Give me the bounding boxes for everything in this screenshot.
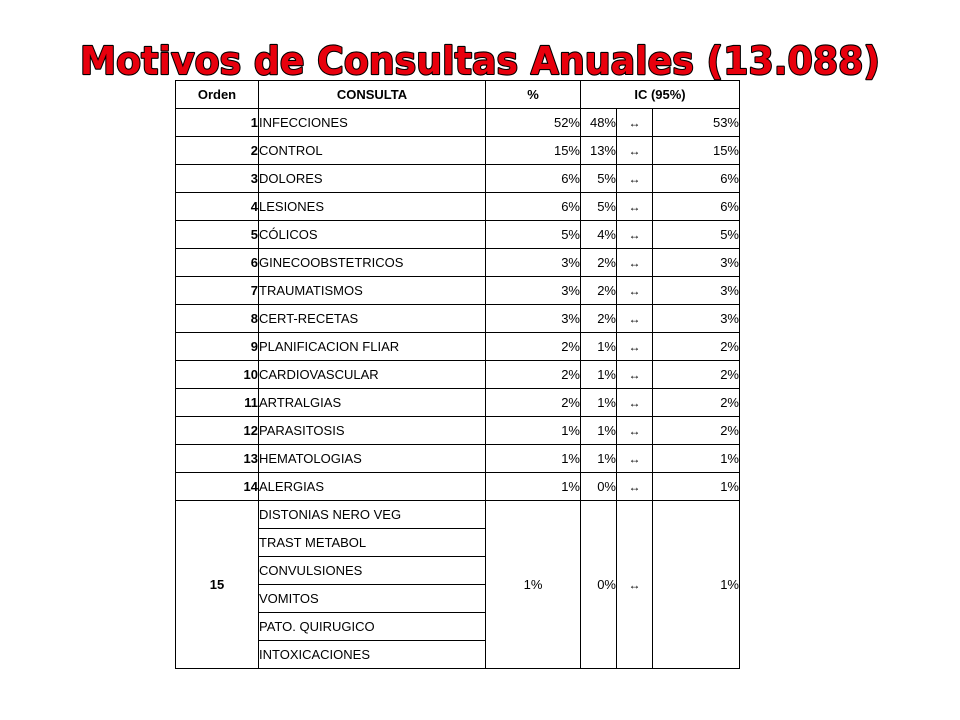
orden-cell: 15: [176, 501, 259, 669]
ic-low-cell: 0%: [581, 473, 617, 501]
range-arrow-icon: ↔: [617, 249, 653, 277]
pct-cell: 1%: [486, 473, 581, 501]
ic-low-cell: 2%: [581, 249, 617, 277]
consulta-cell: TRAST METABOL: [259, 529, 486, 557]
table-row: [176, 417, 740, 445]
orden-cell: 13: [176, 445, 259, 473]
ic-high-cell: 53%: [653, 109, 740, 137]
ic-high-cell: 3%: [653, 305, 740, 333]
orden-cell: 1: [176, 109, 259, 137]
orden-cell: 5: [176, 221, 259, 249]
ic-low-cell: 2%: [581, 305, 617, 333]
consulta-cell: GINECOOBSTETRICOS: [259, 249, 486, 277]
consultas-table: [175, 80, 740, 669]
ic-high-cell: 3%: [653, 277, 740, 305]
range-arrow-icon: ↔: [617, 445, 653, 473]
orden-cell: 6: [176, 249, 259, 277]
ic-high-cell: 1%: [653, 501, 740, 669]
ic-high-cell: 2%: [653, 417, 740, 445]
orden-cell: 9: [176, 333, 259, 361]
range-arrow-icon: ↔: [617, 501, 653, 669]
ic-low-cell: 1%: [581, 389, 617, 417]
header-pct: %: [486, 81, 581, 109]
ic-high-cell: 6%: [653, 165, 740, 193]
range-arrow-icon: ↔: [617, 165, 653, 193]
pct-cell: 2%: [486, 361, 581, 389]
range-arrow-icon: ↔: [617, 193, 653, 221]
pct-cell: 1%: [486, 501, 581, 669]
pct-cell: 3%: [486, 305, 581, 333]
ic-low-cell: 1%: [581, 445, 617, 473]
ic-high-cell: 5%: [653, 221, 740, 249]
orden-cell: 2: [176, 137, 259, 165]
table-row: [176, 249, 740, 277]
table-row: [176, 109, 740, 137]
consulta-cell: LESIONES: [259, 193, 486, 221]
range-arrow-icon: ↔: [617, 389, 653, 417]
consulta-cell: CONTROL: [259, 137, 486, 165]
ic-high-cell: 6%: [653, 193, 740, 221]
consulta-cell: CARDIOVASCULAR: [259, 361, 486, 389]
consulta-cell: ARTRALGIAS: [259, 389, 486, 417]
range-arrow-icon: ↔: [617, 277, 653, 305]
consulta-cell: PLANIFICACION FLIAR: [259, 333, 486, 361]
pct-cell: 3%: [486, 249, 581, 277]
pct-cell: 3%: [486, 277, 581, 305]
range-arrow-icon: ↔: [617, 361, 653, 389]
consulta-cell: CONVULSIONES: [259, 557, 486, 585]
consulta-cell: DOLORES: [259, 165, 486, 193]
pct-cell: 6%: [486, 165, 581, 193]
header-orden: Orden: [176, 81, 259, 109]
ic-low-cell: 5%: [581, 193, 617, 221]
orden-cell: 14: [176, 473, 259, 501]
range-arrow-icon: ↔: [617, 333, 653, 361]
pct-cell: 2%: [486, 333, 581, 361]
pct-cell: 5%: [486, 221, 581, 249]
consulta-cell: TRAUMATISMOS: [259, 277, 486, 305]
header-ic: IC (95%): [581, 81, 740, 109]
ic-high-cell: 1%: [653, 445, 740, 473]
ic-high-cell: 2%: [653, 361, 740, 389]
range-arrow-icon: ↔: [617, 221, 653, 249]
consulta-cell: INFECCIONES: [259, 109, 486, 137]
consulta-cell: INTOXICACIONES: [259, 641, 486, 669]
orden-cell: 10: [176, 361, 259, 389]
table-row: [176, 137, 740, 165]
table-row: [176, 165, 740, 193]
consulta-cell: VOMITOS: [259, 585, 486, 613]
ic-high-cell: 1%: [653, 473, 740, 501]
orden-cell: 3: [176, 165, 259, 193]
ic-low-cell: 13%: [581, 137, 617, 165]
table-row: [176, 305, 740, 333]
consulta-cell: PARASITOSIS: [259, 417, 486, 445]
ic-low-cell: 1%: [581, 333, 617, 361]
orden-cell: 8: [176, 305, 259, 333]
consulta-cell: HEMATOLOGIAS: [259, 445, 486, 473]
range-arrow-icon: ↔: [617, 305, 653, 333]
ic-low-cell: 5%: [581, 165, 617, 193]
orden-cell: 11: [176, 389, 259, 417]
table-row: [176, 445, 740, 473]
table-row: [176, 221, 740, 249]
pct-cell: 6%: [486, 193, 581, 221]
orden-cell: 7: [176, 277, 259, 305]
orden-cell: 4: [176, 193, 259, 221]
range-arrow-icon: ↔: [617, 137, 653, 165]
ic-high-cell: 2%: [653, 389, 740, 417]
header-consulta: CONSULTA: [259, 81, 486, 109]
ic-low-cell: 4%: [581, 221, 617, 249]
table-row: [176, 193, 740, 221]
consulta-cell: CERT-RECETAS: [259, 305, 486, 333]
consulta-cell: CÓLICOS: [259, 221, 486, 249]
consulta-cell: DISTONIAS NERO VEG: [259, 501, 486, 529]
range-arrow-icon: ↔: [617, 473, 653, 501]
ic-high-cell: 15%: [653, 137, 740, 165]
table-row: [176, 389, 740, 417]
ic-low-cell: 48%: [581, 109, 617, 137]
ic-high-cell: 3%: [653, 249, 740, 277]
pct-cell: 1%: [486, 417, 581, 445]
ic-low-cell: 0%: [581, 501, 617, 669]
ic-low-cell: 1%: [581, 361, 617, 389]
table-header-row: [176, 81, 740, 109]
ic-high-cell: 2%: [653, 333, 740, 361]
consulta-cell: ALERGIAS: [259, 473, 486, 501]
ic-low-cell: 2%: [581, 277, 617, 305]
consulta-cell: PATO. QUIRUGICO: [259, 613, 486, 641]
pct-cell: 15%: [486, 137, 581, 165]
pct-cell: 52%: [486, 109, 581, 137]
table-row: [176, 501, 740, 529]
orden-cell: 12: [176, 417, 259, 445]
pct-cell: 2%: [486, 389, 581, 417]
table-row: [176, 361, 740, 389]
range-arrow-icon: ↔: [617, 417, 653, 445]
pct-cell: 1%: [486, 445, 581, 473]
table-row: [176, 277, 740, 305]
page-title: Motivos de Consultas Anuales (13.088): [80, 39, 880, 83]
table-row: [176, 333, 740, 361]
range-arrow-icon: ↔: [617, 109, 653, 137]
ic-low-cell: 1%: [581, 417, 617, 445]
table-row: [176, 473, 740, 501]
